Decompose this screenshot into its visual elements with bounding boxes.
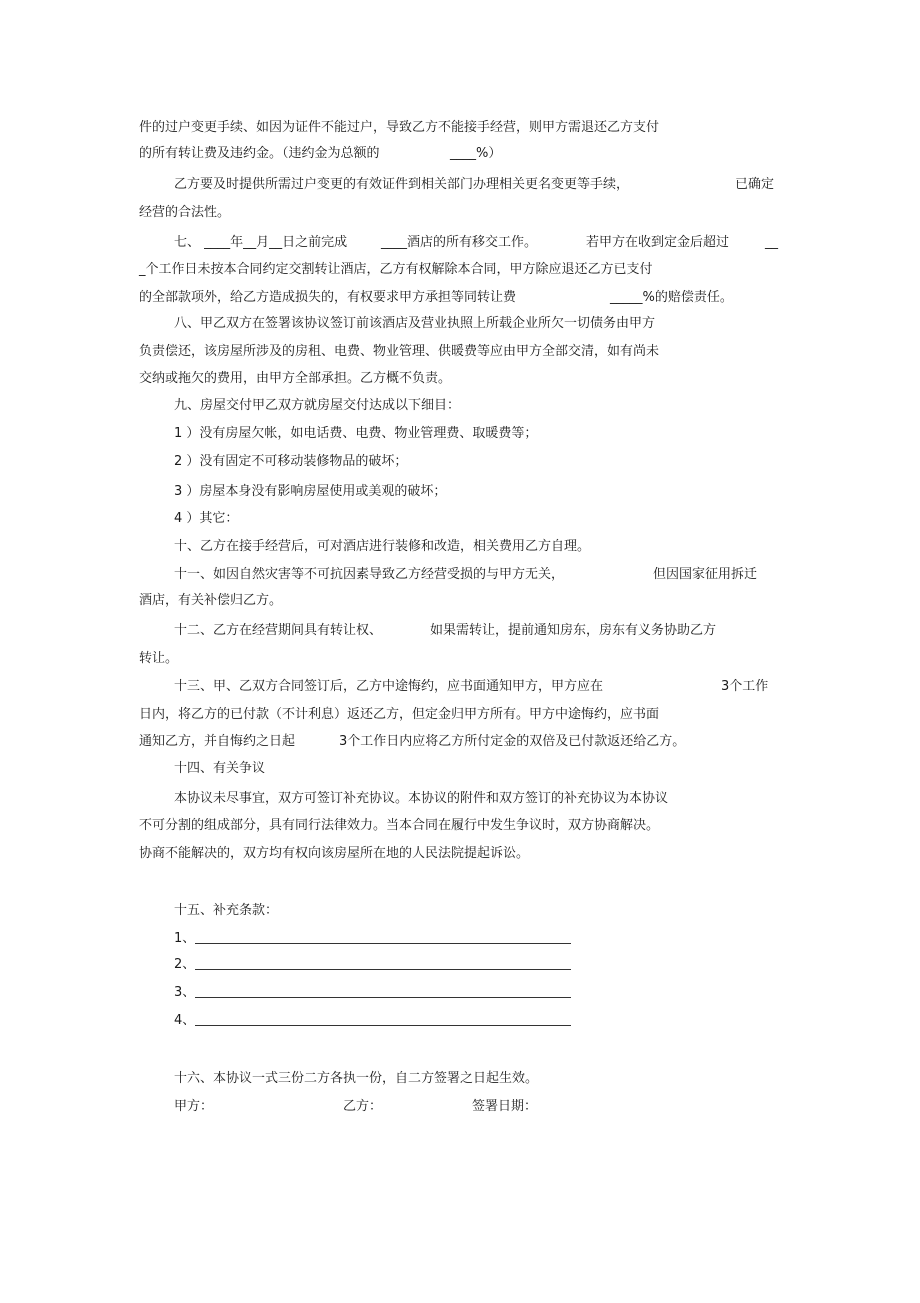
blank-field: __: [765, 235, 778, 250]
signature-party-a: 甲方：: [174, 1099, 214, 1114]
text-line: 八、甲乙双方在签署该协议签订前该酒店及营业执照上所载企业所欠一切债务由甲方: [174, 316, 656, 331]
text-line: 通知乙方，并自悔约之日起: [139, 734, 296, 749]
text-line: 如果需转让，提前通知房东，房东有义务协助乙方: [430, 623, 717, 638]
signature-date: 签署日期：: [472, 1099, 538, 1114]
text-line: 酒店，有关补偿归乙方。: [139, 593, 283, 608]
text-line: 已确定: [735, 177, 775, 192]
text-line: 件的过户变更手续、如因为证件不能过户，导致乙方不能接手经营，则甲方需退还乙方支付: [139, 120, 660, 135]
text-line: 若甲方在收到定金后超过: [586, 235, 730, 250]
text-line: 交纳或拖欠的费用，由甲方全部承担。乙方概不负责。: [139, 371, 452, 386]
list-item: 3 ）房屋本身没有影响房屋使用或美观的破坏；: [174, 484, 447, 499]
text-line: ____酒店的所有移交工作。: [381, 235, 538, 250]
text-line: 协商不能解决的，双方均有权向该房屋所在地的人民法院提起诉讼。: [139, 846, 530, 861]
text-line: 负责偿还，该房屋所涉及的房租、电费、物业管理、供暖费等应由甲方全部交清，如有尚未: [139, 344, 660, 359]
supplement-item-number: 3、: [174, 985, 196, 1000]
supplement-item-number: 2、: [174, 957, 196, 972]
blank-underline: [195, 969, 571, 970]
text-line: 的所有转让费及违约金。（违约金为总额的: [139, 146, 380, 161]
section-heading: 十五、补充条款：: [174, 903, 279, 918]
supplement-item-number: 1、: [174, 931, 196, 946]
text-line: 七、 ____年__月__日之前完成: [174, 235, 348, 250]
text-line: 十二、乙方在经营期间具有转让权、: [174, 623, 383, 638]
blank-field: _____%的赔偿责任。: [610, 290, 733, 305]
list-item: 4 ）其它：: [174, 511, 239, 526]
blank-underline: [195, 943, 571, 944]
blank-underline: [195, 1025, 571, 1026]
blank-field: ____%）: [450, 146, 502, 161]
text-line: 3个工作日内应将乙方所付定金的双倍及已付款返还给乙方。: [339, 734, 686, 749]
text-line: 九、房屋交付甲乙双方就房屋交付达成以下细目：: [174, 398, 461, 413]
text-line: 经营的合法性。: [139, 205, 231, 220]
text-line: 3个工作: [721, 679, 769, 694]
text-line: 本协议未尽事宜，双方可签订补充协议。本协议的附件和双方签订的补充协议为本协议: [174, 791, 669, 806]
list-item: 2 ）没有固定不可移动装修物品的破坏；: [174, 454, 408, 469]
section-heading: 十四、有关争议: [174, 761, 266, 776]
text-line: 但因国家征用拆迁: [653, 567, 758, 582]
text-line: 乙方要及时提供所需过户变更的有效证件到相关部门办理相关更名变更等手续，: [174, 177, 630, 192]
text-line: 十一、如因自然灾害等不可抗因素导致乙方经营受损的与甲方无关，: [174, 567, 565, 582]
text-line: 十、乙方在接手经营后，可对酒店进行装修和改造，相关费用乙方自理。: [174, 539, 591, 554]
text-line: 的全部款项外，给乙方造成损失的，有权要求甲方承担等同转让费: [139, 290, 517, 305]
text-line: 十三、甲、乙双方合同签订后，乙方中途悔约，应书面通知甲方，甲方应在: [174, 679, 604, 694]
text-line: 十六、本协议一式三份二方各执一份，自二方签署之日起生效。: [174, 1071, 539, 1086]
text-line: 转让。: [139, 651, 179, 666]
list-item: 1 ）没有房屋欠帐，如电话费、电费、物业管理费、取暖费等；: [174, 426, 538, 441]
text-line: 不可分割的组成部分，具有同行法律效力。当本合同在履行中发生争议时，双方协商解决。: [139, 818, 660, 833]
signature-party-b: 乙方：: [343, 1099, 383, 1114]
blank-underline: [195, 997, 571, 998]
supplement-item-number: 4、: [174, 1013, 196, 1028]
text-line: 日内，将乙方的已付款（不计利息）返还乙方，但定金归甲方所有。甲方中途悔约，应书面: [139, 707, 660, 722]
text-line: _个工作日未按本合同约定交割转让酒店，乙方有权解除本合同，甲方除应退还乙方已支付: [139, 262, 653, 277]
